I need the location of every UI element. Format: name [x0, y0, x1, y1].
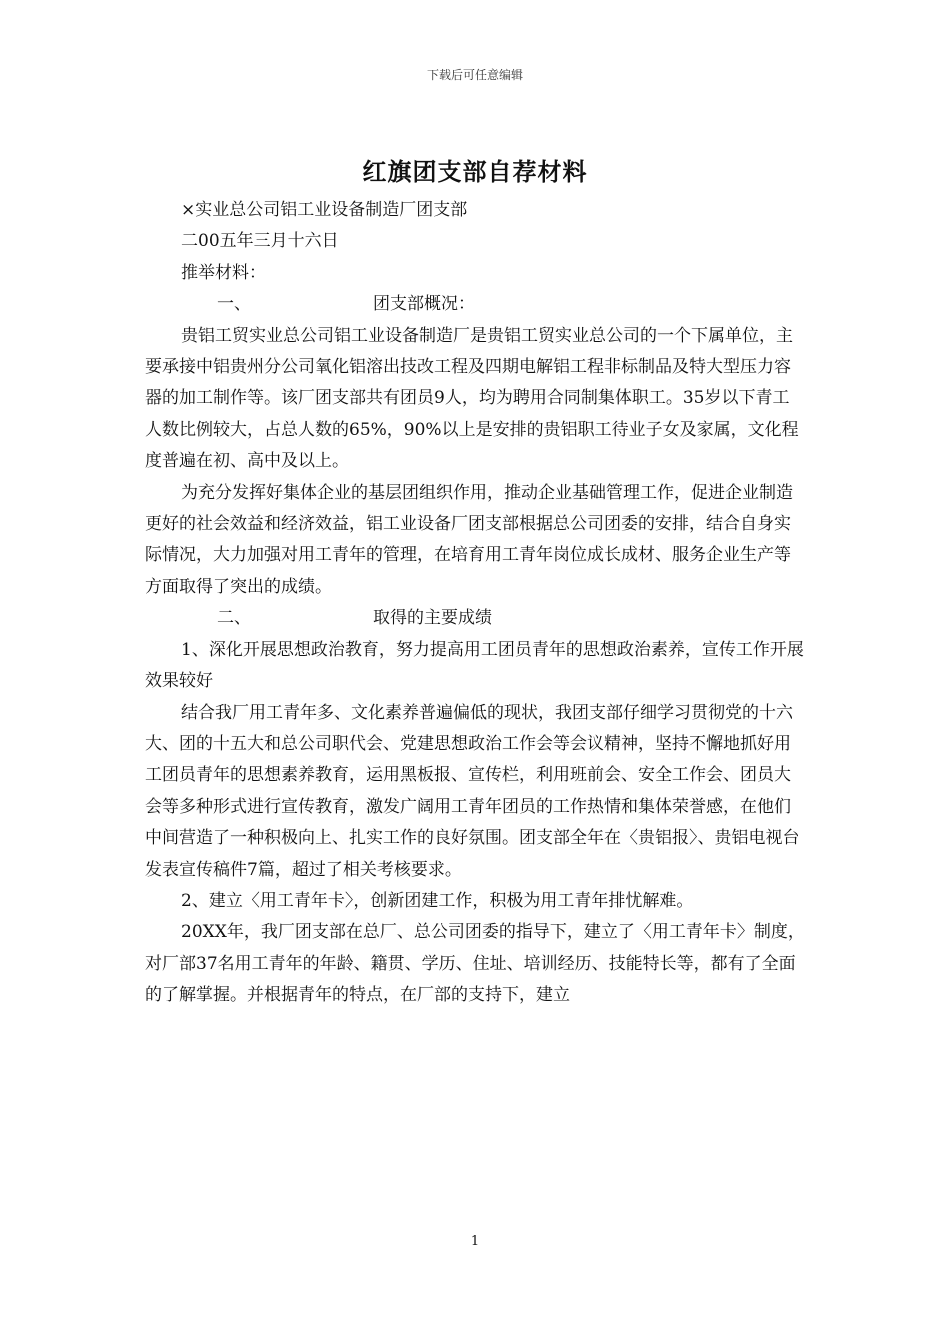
section-number: 一、 [217, 294, 251, 315]
recommend-label: 推举材料： [181, 262, 266, 283]
section-heading-2 [145, 603, 805, 634]
date-line: 二00五年三月十六日 [181, 231, 339, 252]
section-heading-1 [145, 289, 805, 320]
page-number: 1 [470, 1234, 480, 1249]
document-title: 红旗团支部自荐材料 [362, 157, 588, 186]
paragraph-education: 结合我厂用工青年多、文化素养普遍偏低的现状，我团支部仔细学习贯彻党的十六大、团的十五大和总公司职代会、党建思想政治工作会等会议精神，坚持不懈地抓好用工团员青年的思想素养教育，运用黑板报、宣传栏，利用班前会、安全工作会、团员大会等多种形式进行宣传教育，激发广阔用工青年团员的工作热情和集体荣誉感，在他们中间营造了一种积极向上、扎实工作的良好氛围。团支部全年在〈贵铝报〉、贵铝电视台发表宣传稿件7篇，超过了相关考核要求。 [145, 702, 800, 880]
item-heading-1: 1、深化开展思想政治教育，努力提高用工团员青年的思想政治素养，宣传工作开展效果较好 [145, 639, 804, 692]
paragraph-purpose: 为充分发挥好集体企业的基层团组织作用，推动企业基础管理工作，促进企业制造更好的社会效益和经济效益，铝工业设备厂团支部根据总公司团委的安排，结合自身实际情况，大力加强对用工青年的管理，在培育用工青年岗位成长成材、服务企业生产等方面取得了突出的成绩。 [145, 482, 793, 597]
item-heading-2: 2、建立〈用工青年卡〉，创新团建工作，积极为用工青年排忧解难。 [181, 890, 694, 911]
section-title: 取得的主要成绩 [373, 608, 492, 629]
paragraph-overview: 贵铝工贸实业总公司铝工业设备制造厂是贵铝工贸实业总公司的一个下属单位，主要承接中铝贵州分公司氧化铝溶出技改工程及四期电解铝工程非标制品及特大型压力容器的加工制作等。该厂团支部共有团员9人，均为聘用合同制集体职工。35岁以下青工人数比例较大，占总人数的65%，90%以上是安排的贵铝职工待业子女及家属，文化程度普遍在初、高中及以上。 [145, 325, 799, 472]
section-title: 团支部概况： [373, 294, 475, 315]
section-number: 二、 [217, 608, 251, 629]
paragraph-youth-card: 20XX年，我厂团支部在总厂、总公司团委的指导下，建立了〈用工青年卡〉制度，对厂部37名用工青年的年龄、籍贯、学历、住址、培训经历、技能特长等，都有了全面的了解掌握。并根据青年的特点，在厂部的支持下，建立 [145, 922, 805, 1006]
document-body [145, 195, 805, 1012]
header-note: 下载后可任意编辑 [426, 68, 523, 82]
organization-line: ×实业总公司铝工业设备制造厂团支部 [181, 200, 468, 220]
